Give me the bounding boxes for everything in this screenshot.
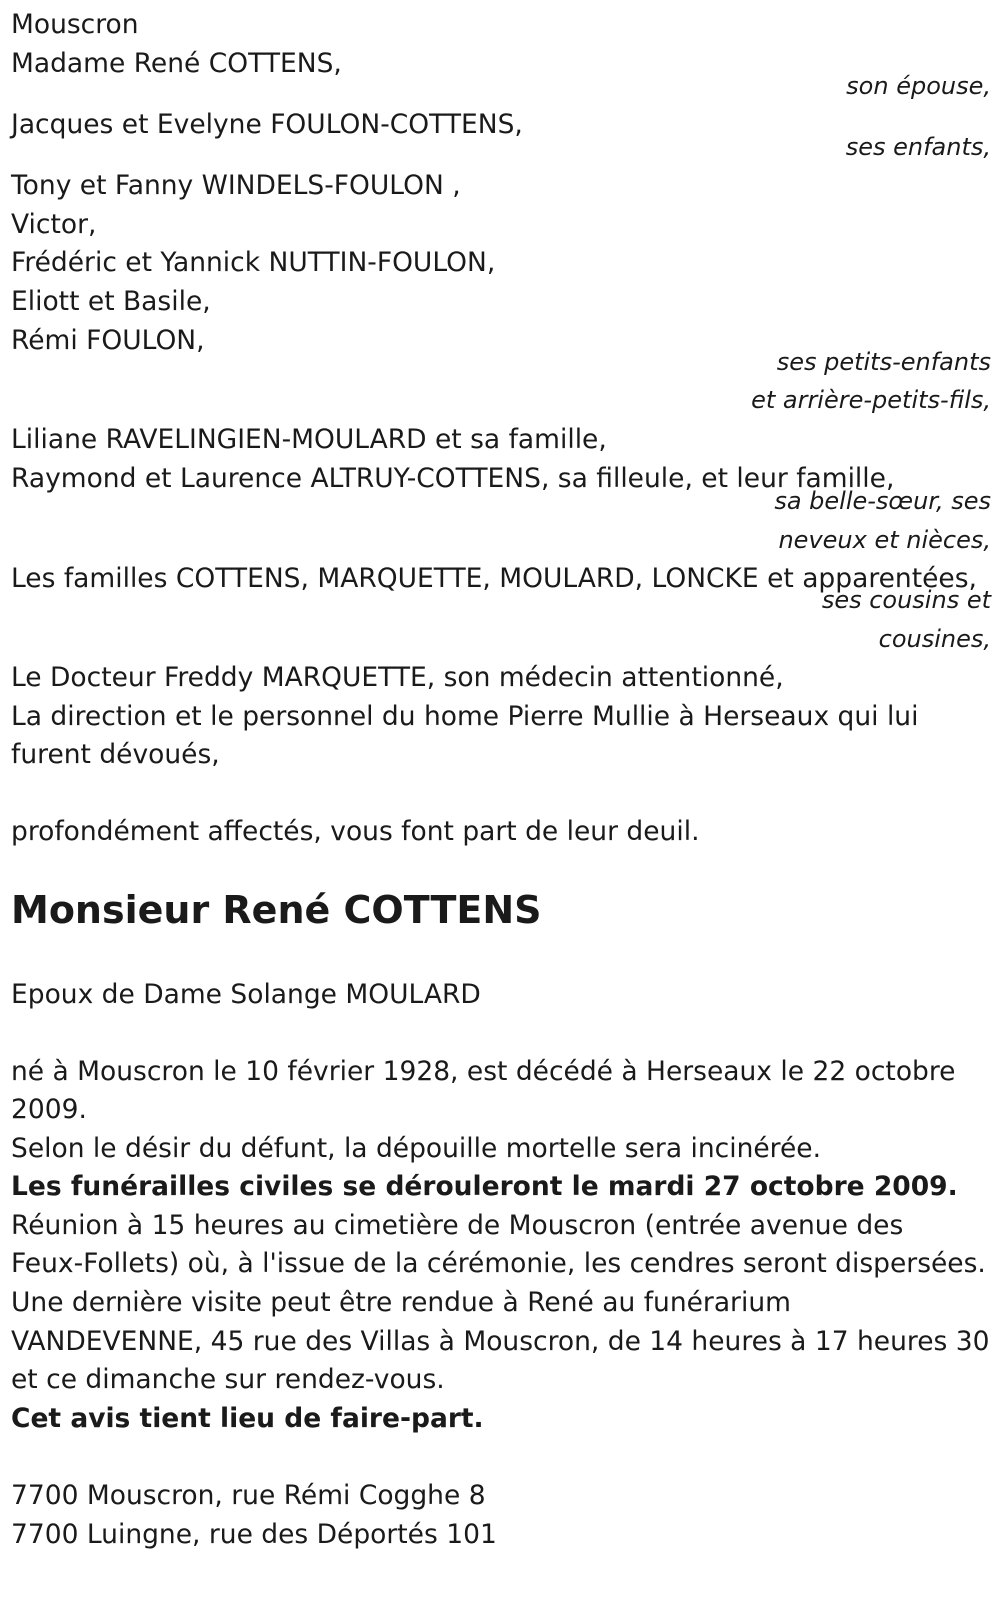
- family-line: Les familles COTTENS, MARQUETTE, MOULARD, LONCKE et apparentées,: [11, 563, 977, 594]
- family-line: Victor,: [11, 209, 97, 240]
- family-line: La direction et le personnel du home Pierre Mullie à Herseaux qui lui: [11, 701, 919, 732]
- role-label: cousines,: [878, 625, 991, 653]
- family-line: Raymond et Laurence ALTRUY-COTTENS, sa filleule, et leur famille,: [11, 463, 895, 494]
- detail-line: né à Mouscron le 10 février 1928, est décédé à Herseaux le 22 octobre: [11, 1056, 956, 1087]
- location: Mouscron: [11, 9, 139, 40]
- detail-line: Selon le désir du défunt, la dépouille mortelle sera incinérée.: [11, 1133, 822, 1164]
- family-line: furent dévoués,: [11, 739, 220, 770]
- role-label: et arrière-petits-fils,: [751, 386, 991, 414]
- faire-part-line: Cet avis tient lieu de faire-part.: [11, 1403, 484, 1434]
- address-line: 7700 Mouscron, rue Rémi Cogghe 8: [11, 1480, 486, 1511]
- role-label: neveux et nièces,: [778, 526, 991, 554]
- family-line: Madame René COTTENS,: [11, 48, 342, 79]
- address-line: 7700 Luingne, rue des Déportés 101: [11, 1519, 497, 1550]
- role-label: ses enfants,: [845, 133, 991, 161]
- role-label: ses petits-enfants: [776, 348, 991, 376]
- role-label: son épouse,: [846, 72, 991, 100]
- family-line: Frédéric et Yannick NUTTIN-FOULON,: [11, 247, 496, 278]
- deceased-name: Monsieur René COTTENS: [11, 888, 542, 932]
- detail-line: et ce dimanche sur rendez-vous.: [11, 1364, 445, 1395]
- family-line: Jacques et Evelyne FOULON-COTTENS,: [11, 109, 523, 140]
- detail-line: Réunion à 15 heures au cimetière de Mouscron (entrée avenue des: [11, 1210, 904, 1241]
- spouse-line: Epoux de Dame Solange MOULARD: [11, 979, 481, 1010]
- role-label: sa belle-sœur, ses: [774, 487, 991, 515]
- role-label: ses cousins et: [821, 586, 991, 614]
- detail-line: VANDEVENNE, 45 rue des Villas à Mouscron, de 14 heures à 17 heures 30: [11, 1326, 990, 1357]
- family-line: Tony et Fanny WINDELS-FOULON ,: [11, 170, 461, 201]
- family-line: Eliott et Basile,: [11, 286, 211, 317]
- announcement: profondément affectés, vous font part de leur deuil.: [11, 816, 700, 847]
- family-line: Rémi FOULON,: [11, 325, 205, 356]
- family-line: Liliane RAVELINGIEN-MOULARD et sa famille,: [11, 424, 607, 455]
- family-line: Le Docteur Freddy MARQUETTE, son médecin attentionné,: [11, 662, 784, 693]
- funeral-date-line: Les funérailles civiles se dérouleront le mardi 27 octobre 2009.: [11, 1171, 958, 1202]
- detail-line: Une dernière visite peut être rendue à René au funérarium: [11, 1287, 791, 1318]
- detail-line: 2009.: [11, 1094, 87, 1125]
- detail-line: Feux-Follets) où, à l'issue de la cérémonie, les cendres seront dispersées.: [11, 1248, 986, 1279]
